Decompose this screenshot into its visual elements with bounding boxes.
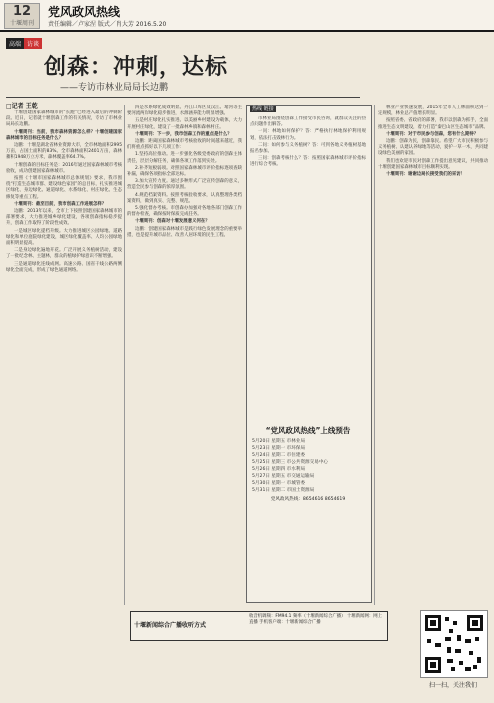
paragraph: 十堰周刊：当前，我市森林资源怎么样？十堰创建国家森林城市的目标任务是什么？	[6, 129, 122, 141]
page-number-box	[4, 3, 40, 29]
page-meta: 责任编辑／卢家涅 版式／肖大芳 2016.5.20	[48, 21, 167, 28]
paragraph: 一问：林地如何保护？答：严格执行林地保护利用规划，依法打击毁林行为。	[250, 129, 366, 141]
headline-subtitle: ——专访市林业局局长边鹏	[60, 83, 169, 93]
paragraph: 十堰创建国家森林城市的“长跑”已经进入最后的冲刺阶段。近日，记者就十堰创森工作的有关情况，专访了市林业局局长边鹏。	[6, 110, 122, 128]
schedule-title: “党风政风热线”上线预告	[265, 426, 351, 435]
paragraph: 3.加大宣传力度。通过多种形式广泛宣传创森的意义，营造全民参与创森的浓厚氛围。	[127, 179, 242, 191]
headline: 创森：冲刺，达标	[44, 54, 229, 80]
headline-rule	[6, 97, 360, 98]
paragraph: 二是身边绿化遍地开花。广泛开展义务植树活动，建设了一批纪念林、主题林，群众的植绿护绿意识不断增强。	[6, 248, 122, 260]
schedule-row: 5月23日 星期一 市环保局	[252, 446, 306, 451]
paragraph: 林业产业快速发展，2015年全市人工林面积达到一定规模，林业总产值增长明显。	[378, 105, 488, 117]
paragraph: 边鹏：2013年以来，全市上下按照创建国家森林城市的部署要求，大力推进城乡绿化建设，各项创森指标稳步提升，创森工作取得了阶段性成效。	[6, 209, 122, 227]
paragraph: 边鹏：创森为民，创森靠民。希望广大市民积极参与义务植树、认建认养绿地等活动，爱护一草一木，共同建设绿色美丽的家园。	[378, 139, 488, 157]
column-divider	[374, 105, 375, 605]
page-label: 十堰周刊	[9, 20, 34, 27]
schedule-row: 5月27日 星期五 市交通运输局	[252, 474, 315, 479]
paragraph: 市林业局围绕创森工作接受市民咨询，就群众关注的热点问题作出解答。	[250, 116, 366, 128]
page-title: 党风政风热线	[48, 5, 121, 19]
byline: □记者 王乾	[6, 103, 38, 110]
sidebar-tag	[250, 105, 276, 112]
paragraph: 一是城区绿化提档升级。大力推进城区公园绿地、道路绿化和单位庭院绿化建设，城区绿化覆盖率、人均公园绿地面积明显提高。	[6, 228, 122, 247]
paragraph: 二问：如何参与义务植树？答：可到各地义务植树基地报名参加。	[250, 142, 366, 155]
paragraph: 按照《十堰市国家森林城市总体规划》要求，我市围绕“打造生态城市群、建设绿色家园”的总目标，扎实推进城区绿化、身边绿化、通道绿化、水系绿化、村庄绿化、生态修复等重点工程。	[6, 176, 122, 200]
paragraph: 三问：创森考核什么？答：按照国家森林城市评价指标进行综合考核。	[250, 156, 366, 168]
article-column-4	[378, 105, 488, 605]
article-column-2	[127, 105, 242, 605]
article-column-1	[6, 110, 122, 605]
footer-ad-details: 收音机调频：FM94.1 频率（十堰新闻综合广播） 十堰新闻网：网上直播 手机客户端：十堰新闻综合广播	[249, 614, 383, 625]
paragraph: 十堰周刊：截至目前，我市创森工作进展怎样？	[14, 201, 107, 207]
paragraph: 十堰周刊：对于市民参与创森，您有什么期待？	[386, 131, 479, 137]
paragraph: 2.补齐短板弱项。对照国家森林城市评价指标逐项查缺补漏，确保各项指标全部达标。	[127, 165, 242, 178]
paragraph: 1.坚持高位推动。进一步强化各级党委政府的创森主体责任，层层分解任务，确保各项工作落到实处。	[127, 152, 242, 164]
paragraph: 边鹏：创建国家森林城市是践行绿色发展理念的重要举措，也是提升城市品位、改善人居环境的民生工程。	[127, 226, 242, 238]
sidebar-tag-label: 热线 链接	[252, 106, 274, 112]
paragraph: 边鹏：距离国家森林城市考核验收的时间越来越近，我们将重点抓好以下几项工作：	[127, 139, 242, 151]
schedule-row: 5月31日 星期二 市国土资源局	[252, 488, 315, 493]
column-divider	[124, 105, 125, 605]
qr-caption: 扫一扫，关注我们	[428, 682, 477, 689]
schedule-row: 5月20日 星期五 市林业局	[252, 439, 306, 444]
paragraph: 十堰创森的目标任务是：2016年通过国家森林城市考核验收，成功创建国家森林城市。	[6, 162, 122, 174]
schedule-block	[252, 425, 364, 502]
qr-code-icon	[420, 610, 488, 678]
paragraph: 十堰周刊：下一步，我市创森工作的重点是什么？	[135, 131, 232, 137]
paragraph: 按照省委、省政府的部署，我市以创森为抓手，全面推进生态文明建设，着力打造“秦巴山区生态城市”品牌。	[378, 118, 488, 130]
sidebar-intro	[250, 116, 366, 416]
paragraph: 5.强化督办考核。市创森办加强对各地各部门创森工作的督办检查，确保按时保质完成任务。	[127, 206, 242, 218]
qr-code-graphic	[421, 611, 487, 677]
schedule-row: 5月26日 星期四 市水利局	[252, 467, 306, 472]
schedule-row: 5月25日 星期三 市公共资源交易中心	[252, 460, 329, 465]
paragraph: 三是通道绿化连线成网。高速公路、国省干线公路两侧绿化全面完成，形成了绿色通道网络。	[6, 261, 122, 273]
footer-ad	[130, 611, 388, 641]
paragraph: 我们也欢迎市民对创森工作提出意见建议，共同推动十堰创建国家森林城市目标顺利实现。	[378, 158, 488, 170]
page-number: 12	[12, 4, 32, 19]
hotline-number: 党风政风热线：8654616 8654619	[270, 497, 346, 502]
paragraph: 边鹏：十堰是湖北省林业资源大市，全市林地面积2995万亩，占国土面积的83%。全市森林面积2401万亩，森林蓄积1948万立方米，森林覆盖率64.7%。	[6, 143, 122, 161]
footer-ad-title: 十堰新闻综合广播收听方式	[134, 622, 207, 629]
section-tag-secondary: 访谈	[24, 38, 42, 49]
paragraph: 四是水系绿化成效明显。丹江口库区及汉江、堵河等主要河流两岸绿化稳步推进，水源涵养能力明显增强。	[127, 105, 242, 117]
paragraph: 五是村庄绿化扎实推进。以美丽乡村建设为载体，大力开展村庄绿化，建设了一批森林乡镇和森林村庄。	[127, 118, 242, 130]
paragraph: 4.规范档案资料。按照考核验收要求，认真整理各类档案资料，做到真实、完整、规范。	[127, 192, 242, 204]
paragraph: 十堰周刊：谢谢边局长接受我们的采访！	[386, 172, 466, 178]
section-tag: 高端	[6, 38, 24, 49]
schedule-row: 5月30日 星期一 市城管委	[252, 481, 306, 486]
paragraph: 十堰周刊：创森对十堰发展意义何在？	[135, 219, 210, 225]
schedule-row: 5月24日 星期二 市住建委	[252, 453, 306, 458]
